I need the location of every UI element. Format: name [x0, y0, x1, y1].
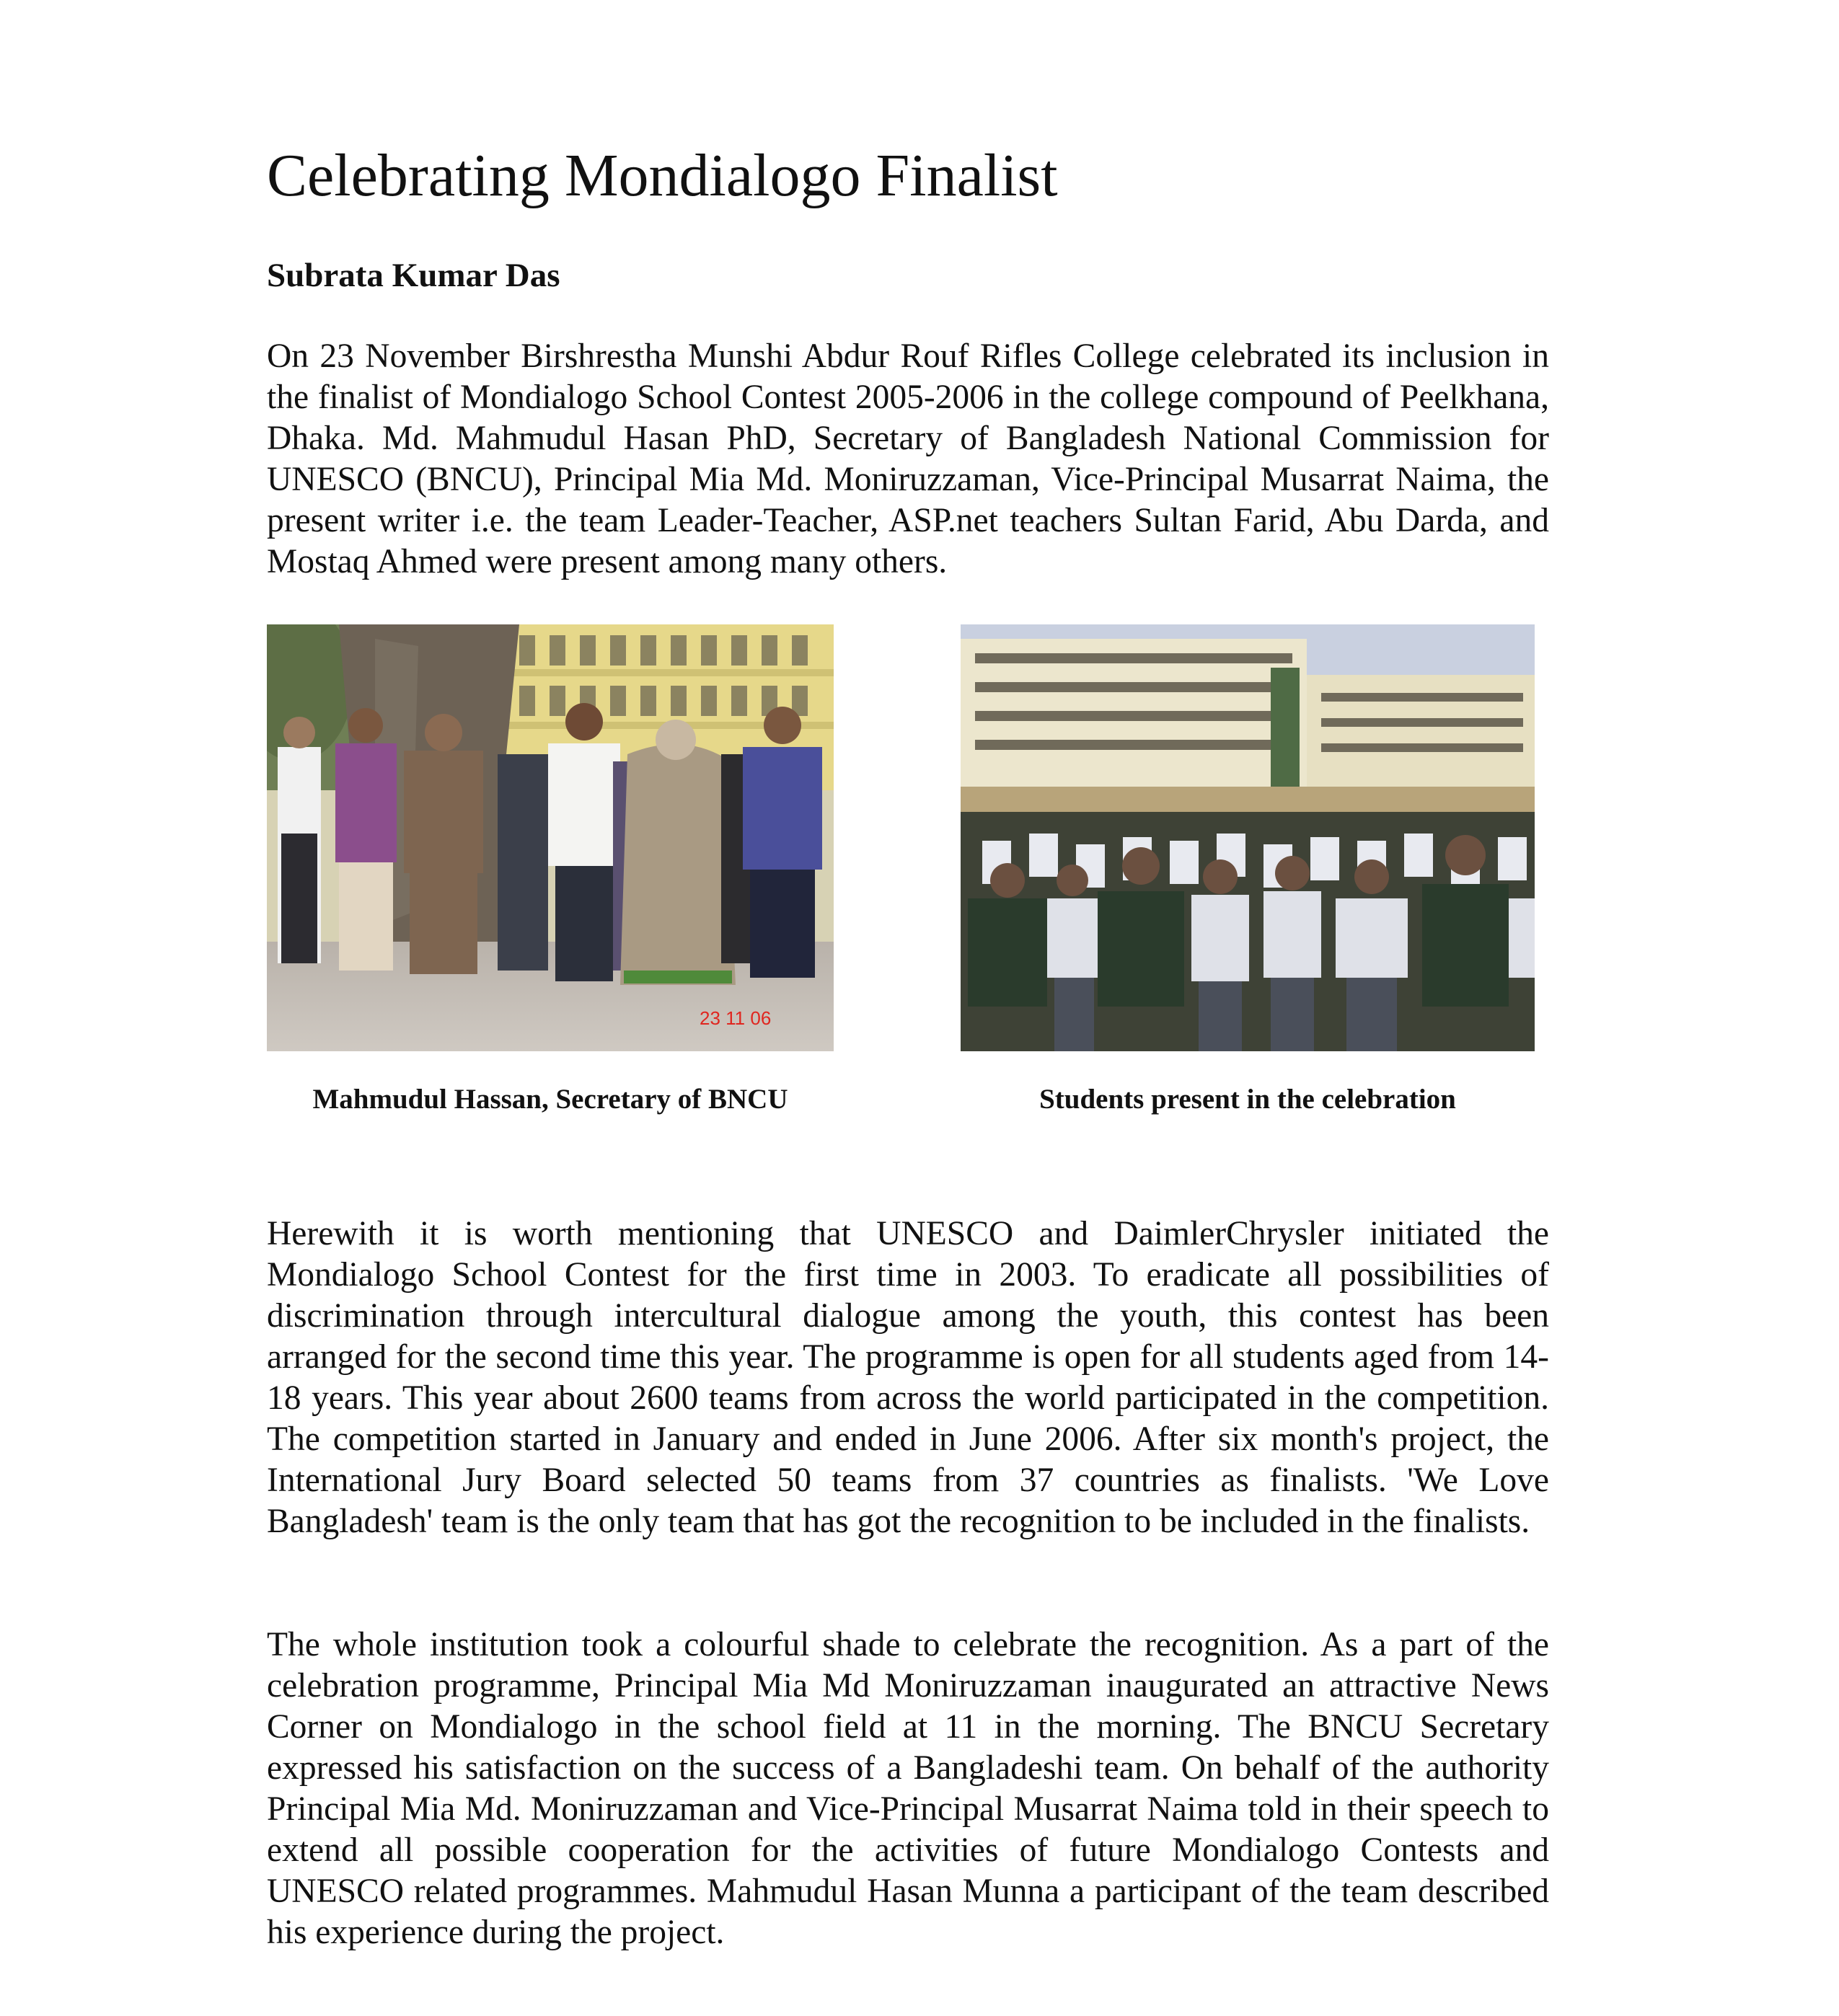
photo-date-stamp: 23 11 06 [700, 1007, 772, 1029]
article-author: Subrata Kumar Das [267, 257, 560, 294]
photo-caption-1: Mahmudul Hassan, Secretary of BNCU [312, 1084, 788, 1115]
article-title: Celebrating Mondialogo Finalist [267, 142, 1058, 209]
article-paragraph-3: The whole institution took a colourful shade to celebrate the recognition. As a part of the celebration programme, Principal Mia Md Moniruzzaman inaugurated an attractive News Corner on Mondialogo in the school field at 11 in the morning. The BNCU Secretary expressed his satisfaction on the success of a Bangladeshi team. On behalf of the authority Principal Mia Md. Moniruzzaman and Vice-Principal Musarrat Naima told in their speech to extend all possible cooperation for the activities of future Mondialogo Contests and UNESCO related programmes. Mahmudul Hasan Munna a participant of the team described his experience during the project. [267, 1626, 1549, 1951]
article-paragraph-2: Herewith it is worth mentioning that UNESCO and DaimlerChrysler initiated the Mondialogo School Contest for the first time in 2003. To eradicate all possibilities of discrimination through intercultural dialogue among the youth, this contest has been arranged for the second time this year. The programme is open for all students aged from 14-18 years. This year about 2600 teams from across the world participated in the competition. The competition started in January and ended in June 2006. After six month's project, the International Jury Board selected 50 teams from 37 countries as finalists. 'We Love Bangladesh' team is the only team that has got the recognition to be included in the finalists. [267, 1215, 1549, 1540]
photo-caption-2: Students present in the celebration [1039, 1084, 1456, 1115]
photo-dignitaries [267, 624, 834, 1051]
photo-students [961, 624, 1535, 1051]
article-paragraph-1: On 23 November Birshrestha Munshi Abdur Rouf Rifles College celebrated its inclusion in the finalist of Mondialogo School Contest 2005-2006 in the college compound of Peelkhana, Dhaka. Md. Mahmudul Hasan PhD, Secretary of Bangladesh National Commission for UNESCO (BNCU), Principal Mia Md. Moniruzzaman, Vice-Principal Musarrat Naima, the present writer i.e. the team Leader-Teacher, ASP.net teachers Sultan Farid, Abu Darda, and Mostaq Ahmed were present among many others. [267, 337, 1549, 580]
